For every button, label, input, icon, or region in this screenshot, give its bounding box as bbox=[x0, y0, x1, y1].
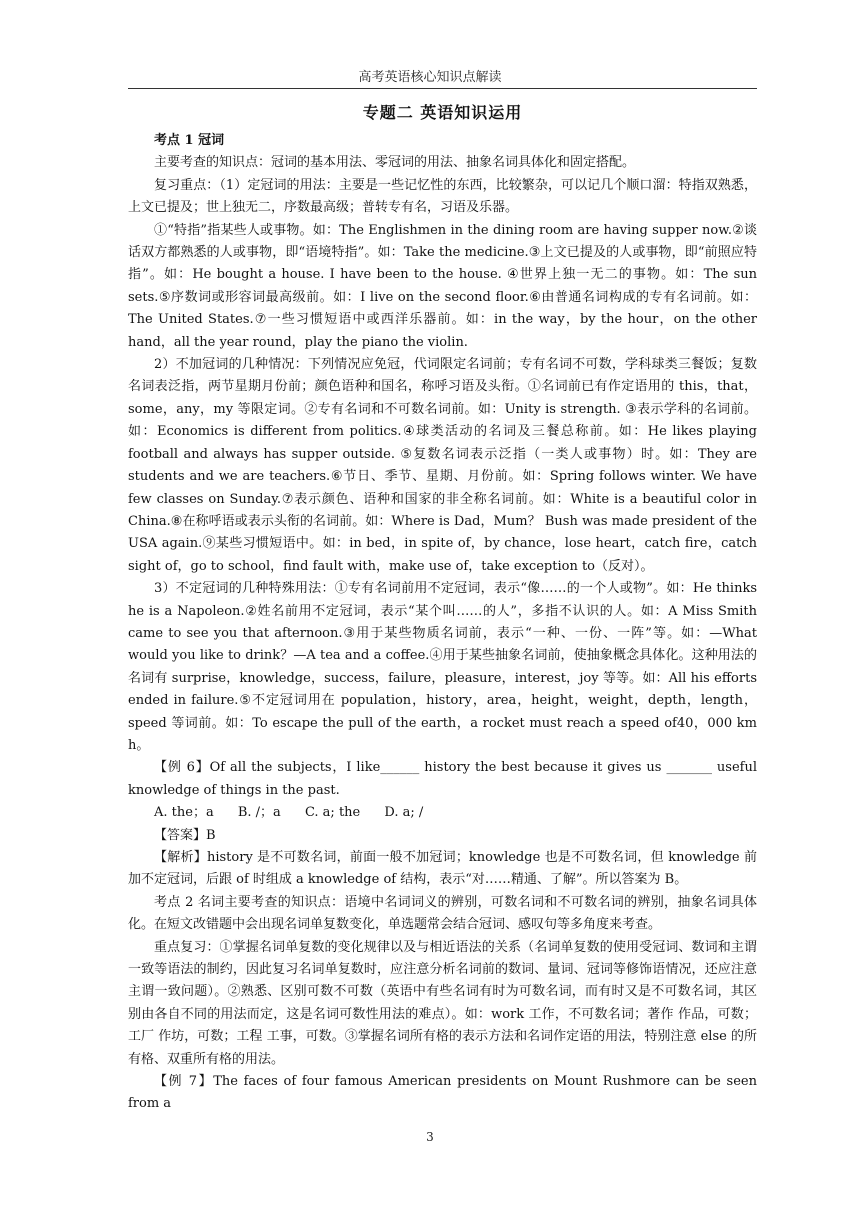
paragraph-nouns-review: 重点复习：①掌握名词单复数的变化规律以及与相近语法的关系（名词单复数的使用受冠词、数词和主谓一致等语法的制约，因此复习名词单复数时，应注意分析名词前的数词、量词、冠词等修饰语情况，还应注意主谓一致问题）。②熟悉、区别可数不可数（英语中有些名词有时为可数名词，而有时又是不可数名词，其区别由各自不同的用法而定，这是名词可数性用法的难点）。如：work 工作，不可数名词；著作 作品，可数；工厂 作坊，可数；工程 工事，可数。③掌握名词所有格的表示方法和名词作定语的用法，特别注意 else 的所有格、双重所有格的用法。 bbox=[128, 939, 757, 1067]
section-heading-articles: 考点 1 冠词 bbox=[154, 133, 225, 148]
page-title: 专题二 英语知识运用 bbox=[362, 103, 523, 122]
option-a: A. the；a bbox=[154, 805, 214, 821]
page-body bbox=[128, 102, 757, 1116]
option-d: D. a; / bbox=[384, 805, 424, 821]
page-number: 3 bbox=[426, 1130, 434, 1144]
option-b: B. /；a bbox=[237, 805, 281, 821]
running-header: 高考英语核心知识点解读 bbox=[358, 70, 502, 85]
paragraph-nouns-overview: 考点 2 名词主要考查的知识点：语境中名词词义的辨别，可数名词和不可数名词的辨别，抽象名词具体化。在短文改错题中会出现名词单复数变化，单选题常会结合冠词、感叹句等多角度来考查。 bbox=[128, 894, 757, 933]
example-6-question: 【例 6】Of all the subjects，I like______ history the best because it gives us _______ useful knowledge of things in the past. bbox=[128, 760, 757, 798]
paragraph-zero-article: 2）不加冠词的几种情况：下列情况应免冠，代词限定名词前；专有名词不可数，学科球类三餐饭；复数名词表泛指，两节星期月份前；颜色语种和国名，称呼习语及头衔。①名词前已有作定语用的 this，that，some，any，my 等限定词。②专有名词和不可数名词前。如：Unity is strength. ③表示学科的名词前。如：Economics is different from politics.④球类活动的名词及三餐总称前。如：He likes playing football and always has supper outside. ⑤复数名词表示泛指（一类人或事物）时。如：They are students and we are teachers.⑥节日、季节、星期、月份前。如：Spring follows winter. We have few classes on Sunday.⑦表示颜色、语种和国家的非全称名词前。如：White is a beautiful color in China.⑧在称呼语或表示头衔的名词前。如：Where is Dad，Mum？ Bush was made president of the USA again.⑨某些习惯短语中。如：in bed，in spite of，by chance，lose heart，catch fire，catch sight of，go to school，find fault with，make use of，take exception to（反对）。 bbox=[128, 357, 757, 574]
paragraph-indefinite-article: 3）不定冠词的几种特殊用法：①专有名词前用不定冠词，表示“像……的一个人或物”。如：He thinks he is a Napoleon.②姓名前用不定冠词，表示“某个叫……的人”，多指不认识的人。如：A Miss Smith came to see you that afternoon.③用于某些物质名词前，表示“一种、一份、一阵”等。如：—What would you like to drink？—A tea and a coffee.④用于某些抽象名词前，使抽象概念具体化。这种用法的名词有 surprise，knowledge，success，failure，pleasure，interest，joy 等等。如：All his efforts ended in failure.⑤不定冠词用在 population，history，area，height，weight，depth，length，speed 等词前。如：To escape the pull of the earth，a rocket must reach a speed of40，000 km h。 bbox=[128, 581, 757, 753]
example-7-question: 【例 7】The faces of four famous American presidents on Mount Rushmore can be seen from a bbox=[128, 1074, 757, 1112]
paragraph-definite-article: ①“特指”指某些人或事物。如：The Englishmen in the dining room are having supper now.②谈话双方都熟悉的人或事物，即“语境特指”。如：Take the medicine.③上文已提及的人或事物，即“前照应特指”。如：He bought a house. I have been to the house. ④世界上独一无二的事物。如：The sun sets.⑤序数词或形容词最高级前。如：I live on the second floor.⑥由普通名词构成的专有名词前。如：The United States.⑦一些习惯短语中或西洋乐器前。如：in the way，by the hour，on the other hand，all the year round，play the piano the violin. bbox=[128, 222, 757, 350]
paragraph-review-points: 复习重点：（1）定冠词的用法：主要是一些记忆性的东西，比较繁杂，可以记几个顺口溜：特指双熟悉，上文已提及；世上独无二，序数最高级；普转专有名，习语及乐器。 bbox=[128, 177, 757, 216]
example-6-answer: 【答案】B bbox=[154, 827, 216, 843]
example-6-options bbox=[128, 802, 757, 824]
option-c: C. a; the bbox=[304, 805, 361, 821]
paragraph-overview: 主要考查的知识点：冠词的基本用法、零冠词的用法、抽象名词具体化和固定搭配。 bbox=[154, 155, 636, 171]
header-rule bbox=[128, 88, 757, 89]
example-6-explanation: 【解析】history 是不可数名词，前面一般不加冠词；knowledge 也是不可数名词，但 knowledge 前加不定冠词，后跟 of 时组成 a knowledge of 结构，表示“对……精通、了解”。所以答案为 B。 bbox=[128, 850, 757, 888]
